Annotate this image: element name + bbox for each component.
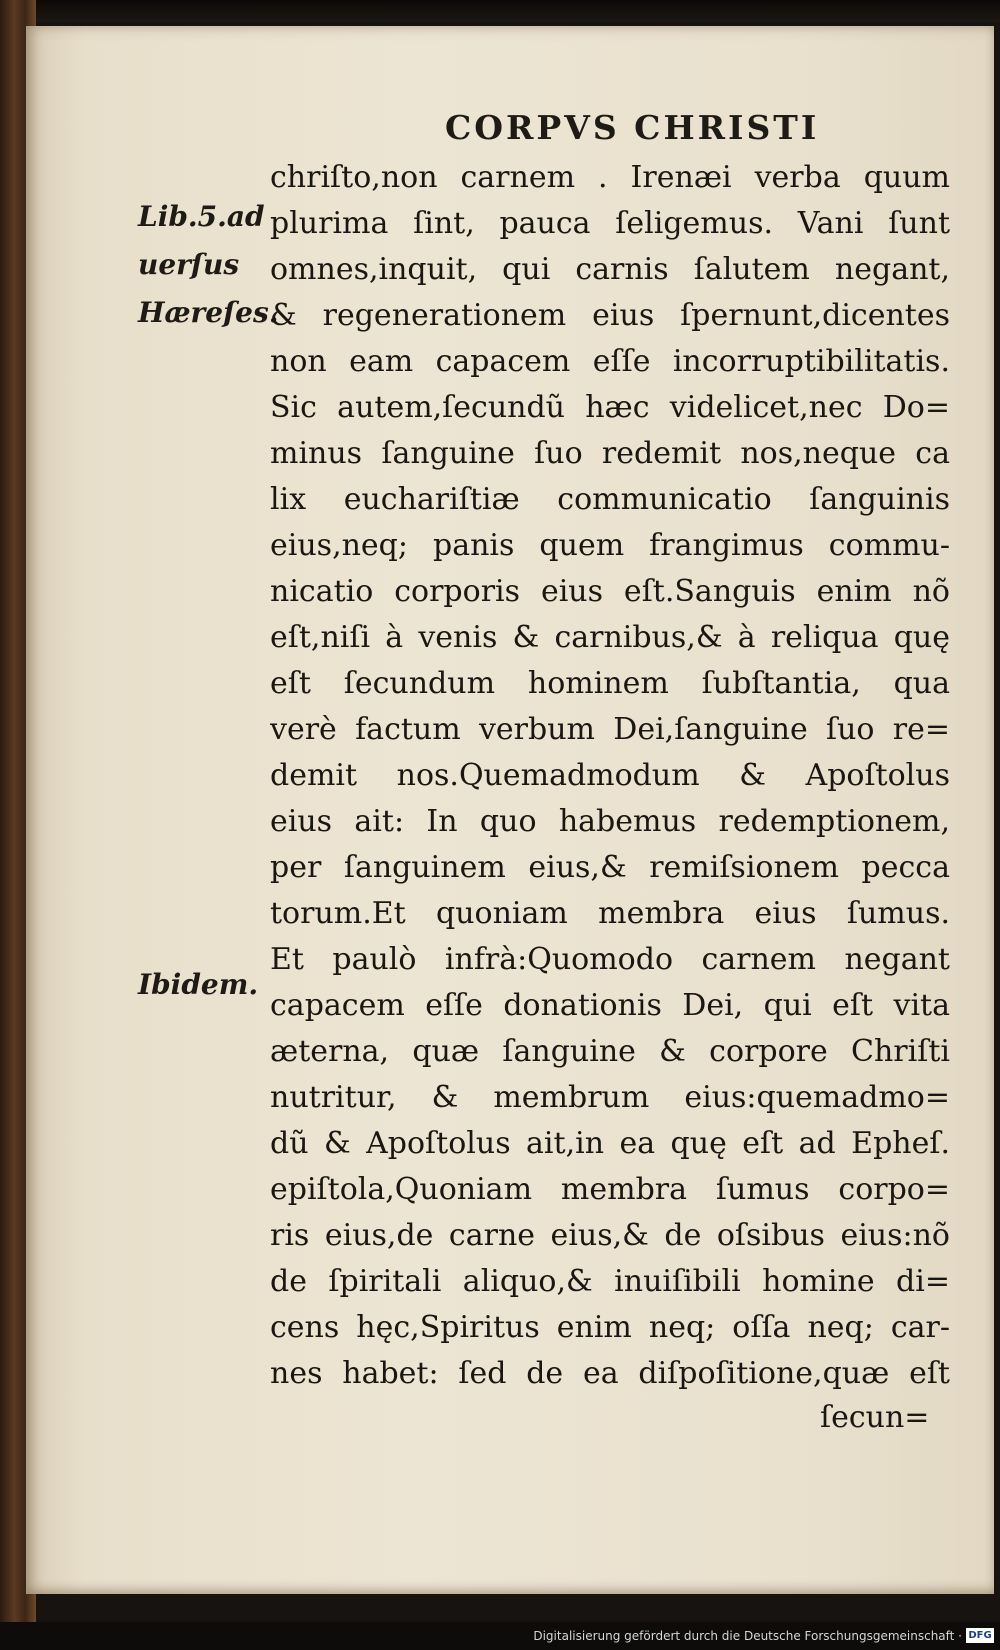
- catchword: ſecun=: [820, 1400, 930, 1435]
- text-line: non eam capacem eſſe incorruptibilitatis.: [270, 344, 950, 379]
- text-line: demit nos.Quemadmodum & Apoſtolus: [270, 758, 950, 793]
- text-line: minus ſanguine ſuo redemit nos,neque ca: [270, 436, 950, 471]
- text-line: epiſtola,Quoniam membra ſumus corpo=: [270, 1172, 950, 1207]
- text-line: lix euchariſtiæ communicatio ſanguinis: [270, 482, 950, 517]
- text-line: Et paulò infrà:Quomodo carnem negant: [270, 942, 950, 977]
- margin-note: Ibidem.: [138, 968, 259, 1001]
- text-line: eius ait: In quo habemus redemptionem,: [270, 804, 950, 839]
- scan-top-shadow: [0, 0, 1000, 22]
- text-line: per ſanguinem eius,& remiſsionem pecca: [270, 850, 950, 885]
- text-line: capacem eſſe donationis Dei, qui eſt vita: [270, 988, 950, 1023]
- text-line: chriſto,non carnem . Irenæi verba quum: [270, 160, 950, 195]
- dfg-logo-icon: DFG: [966, 1628, 994, 1643]
- text-line: ris eius,de carne eius,& de oſsibus eius:nõ: [270, 1218, 950, 1253]
- text-line: cens hęc,Spiritus enim neq; oſſa neq; car-: [270, 1310, 950, 1345]
- margin-note: uerſus: [138, 248, 240, 281]
- text-line: dũ & Apoſtolus ait,in ea quę eſt ad Epheſ.: [270, 1126, 950, 1161]
- text-line: nutritur, & membrum eius:quemadmo=: [270, 1080, 950, 1115]
- text-line: eſt ſecundum hominem ſubſtantia, qua: [270, 666, 950, 701]
- text-line: omnes,inquit, qui carnis ſalutem negant,: [270, 252, 950, 287]
- text-line: plurima ſint, pauca ſeligemus. Vani ſunt: [270, 206, 950, 241]
- text-line: & regenerationem eius ſpernunt,dicentes: [270, 298, 950, 333]
- text-line: torum.Et quoniam membra eius ſumus.: [270, 896, 950, 931]
- text-line: eius,neq; panis quem frangimus commu-: [270, 528, 950, 563]
- digitization-credit: Digitalisierung gefördert durch die Deutsche Forschungsgemeinschaft ·: [533, 1629, 962, 1643]
- text-line: verè factum verbum Dei,ſanguine ſuo re=: [270, 712, 950, 747]
- margin-note: Hæreſes.: [138, 296, 279, 329]
- running-head: CORPVS CHRISTI: [445, 108, 820, 147]
- text-line: æterna, quæ ſanguine & corpore Chriſti: [270, 1034, 950, 1069]
- text-line: eſt,niſi à venis & carnibus,& à reliqua quę: [270, 620, 950, 655]
- text-line: de ſpiritali aliquo,& inuiſibili homine di=: [270, 1264, 950, 1299]
- margin-note: Lib.5.ad: [138, 200, 265, 233]
- text-line: Sic autem,ſecundũ hæc videlicet,nec Do=: [270, 390, 950, 425]
- text-line: nicatio corporis eius eſt.Sanguis enim nõ: [270, 574, 950, 609]
- text-line: nes habet: ſed de ea diſpoſitione,quæ eſt: [270, 1356, 950, 1391]
